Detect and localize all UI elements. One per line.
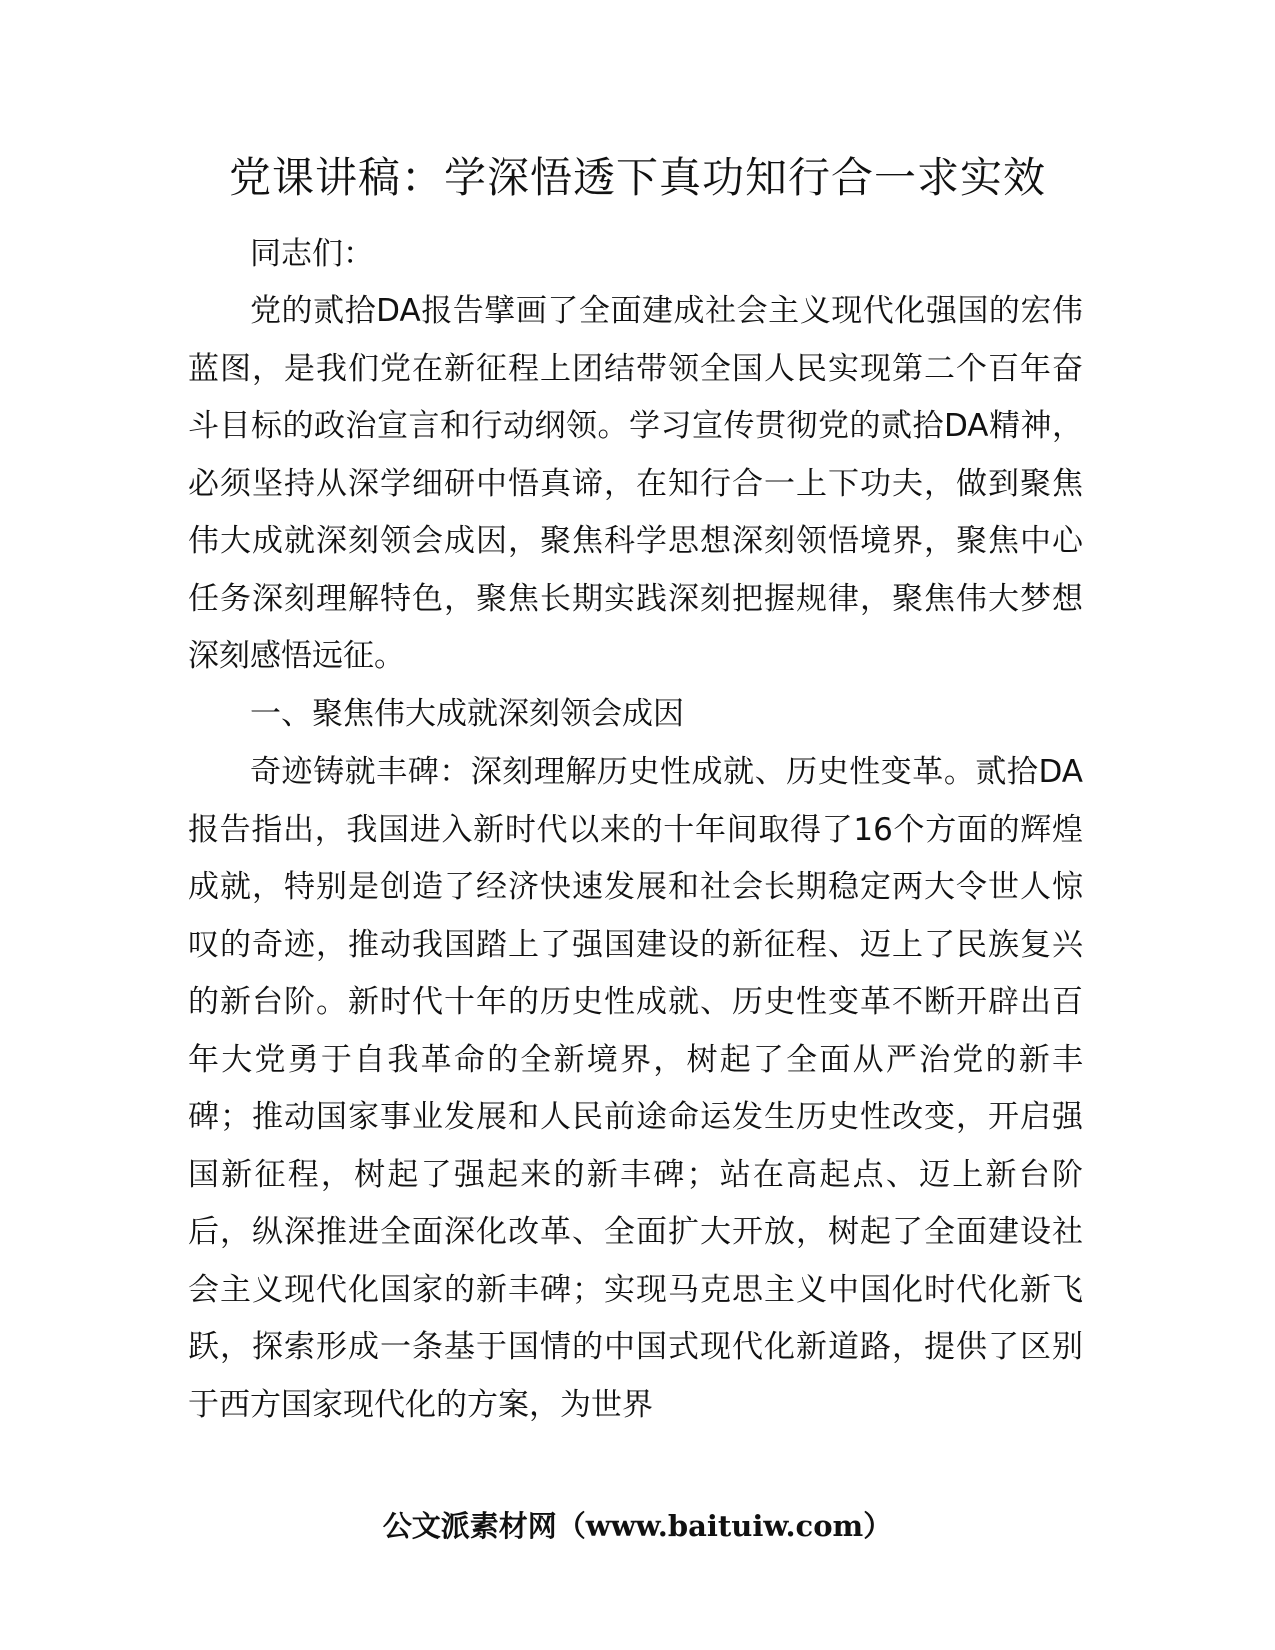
greeting-paragraph: 同志们： (250, 236, 374, 272)
intro-paragraph: 党的贰拾DA报告擘画了全面建成社会主义现代化强国的宏伟蓝图，是我们党在新征程上团结带领全国人民实现第二个百年奋斗目标的政治宣言和行动纲领。学习宣传贯彻党的贰拾DA精神，必须坚持从深学细研中悟真谛，在知行合一上下功夫，做到聚焦伟大成就深刻领会成因，聚焦科学思想深刻领悟境界，聚焦中心任务深刻理解特色，聚焦长期实践深刻把握规律，聚焦伟大梦想深刻感悟远征。 (188, 293, 1083, 674)
section-body-paragraph: 奇迹铸就丰碑：深刻理解历史性成就、历史性变革。贰拾DA报告指出，我国进入新时代以来的十年间取得了16个方面的辉煌成就，特别是创造了经济快速发展和社会长期稳定两大令世人惊叹的奇迹，推动我国踏上了强国建设的新征程、迈上了民族复兴的新台阶。新时代十年的历史性成就、历史性变革不断开辟出百年大党勇于自我革命的全新境界，树起了全面从严治党的新丰碑；推动国家事业发展和人民前途命运发生历史性改变，开启强国新征程，树起了强起来的新丰碑；站在高起点、迈上新台阶后，纵深推进全面深化改革、全面扩大开放，树起了全面建设社会主义现代化国家的新丰碑；实现马克思主义中国化时代化新飞跃，探索形成一条基于国情的中国式现代化新道路，提供了区别于西方国家现代化的方案，为世界 (188, 754, 1083, 1423)
section-heading: 一、聚焦伟大成就深刻领会成因 (250, 696, 684, 732)
footer-watermark: 公文派素材网（www.baituiw.com） (382, 1509, 893, 1543)
document-title: 党课讲稿：学深悟透下真功知行合一求实效 (228, 153, 1046, 202)
